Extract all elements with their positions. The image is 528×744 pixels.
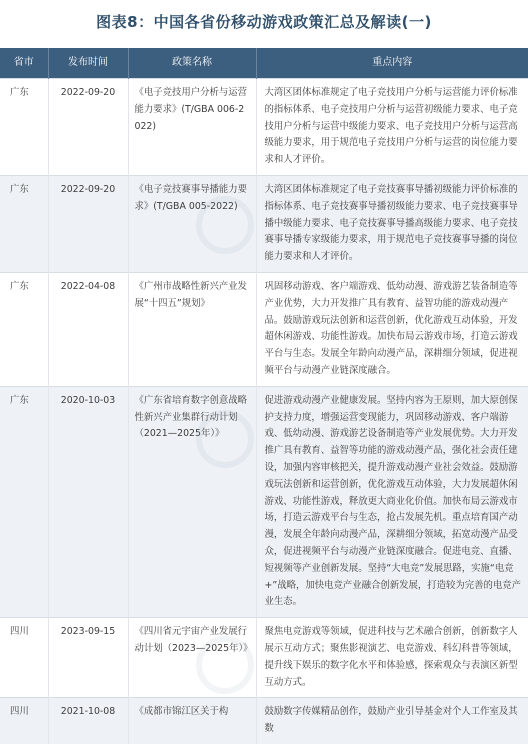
cell-date: 2023-09-15 xyxy=(48,618,128,698)
cell-province: 四川 xyxy=(0,618,48,698)
header-policy: 政策名称 xyxy=(128,48,256,79)
page-title: 图表8：中国各省份移动游戏政策汇总及解读(一) xyxy=(96,13,432,31)
cell-policy: 《广东省培育数字创意战略性新兴产业集群行动计划（2021—2025年）》 xyxy=(128,386,256,617)
cell-policy: 《成都市锦江区关于构 xyxy=(128,698,256,744)
table-row xyxy=(0,272,528,386)
table-row xyxy=(0,698,528,744)
cell-province: 广东 xyxy=(0,386,48,617)
cell-policy: 《电子竞技赛事导播能力要求》(T/GBA 005-2022) xyxy=(128,175,256,272)
cell-date: 2020-10-03 xyxy=(48,386,128,617)
cell-date: 2021-10-08 xyxy=(48,698,128,744)
table-row xyxy=(0,386,528,617)
table-row xyxy=(0,618,528,698)
cell-content: 鼓励数字传媒精品创作，鼓励产业引导基金对个人工作室及其数 xyxy=(256,698,528,744)
cell-content: 巩固移动游戏、客户端游戏、低幼动漫、游戏游艺装备制造等产业优势，大力开发推广具有教育、益智功能的游戏动漫产品。鼓励游戏玩法创新和运营创新，优化游戏互动体验，开发超休闲游戏、功能性游戏。加快布局云游戏市场，打造云游戏平台与生态。发展全年龄向动漫产品，深耕细分领域，促进视频平台与动漫产业链深度融合。 xyxy=(256,272,528,386)
cell-content: 促进游戏动漫产业健康发展。坚持内容为王原则，加大原创保护支持力度，增强运营变现能力，巩固移动游戏、客户端游戏、低幼动漫、游戏游艺设备制造等产业发展优势。大力开发推广具有教育、益智等功能的游戏动漫产品，强化社会责任建设，加强内容审核把关，提升游戏动漫产业社会效益。鼓励游戏玩法创新和运营创新，优化游戏互动体验，大力发展超休闲游戏、功能性游戏，释放更大商业化价值。加快布局云游戏市场，打造云游戏平台与生态，抢占发展先机。重点培育国产动漫，发展全年龄向动漫产品，深耕细分领域，拓宽动漫产品受众，促进视频平台与动漫产业链深度融合。促进电竞、直播、短视频等产业创新发展。坚持“大电竞”发展思路，实施“电竞+”战略，加快电竞产业融合创新发展，打造较为完善的电竞产业生态。 xyxy=(256,386,528,617)
cell-date: 2022-09-20 xyxy=(48,175,128,272)
cell-policy: 《四川省元宇宙产业发展行动计划（2023—2025年）》 xyxy=(128,618,256,698)
table-header xyxy=(0,48,528,79)
cell-policy: 《电子竞技用户分析与运营能力要求》(T/GBA 006-2022) xyxy=(128,79,256,176)
cell-province: 广东 xyxy=(0,175,48,272)
cell-province: 广东 xyxy=(0,272,48,386)
header-date: 发布时间 xyxy=(48,48,128,79)
table-row xyxy=(0,79,528,176)
cell-content: 大湾区团体标准规定了电子竞技赛事导播初级能力评价标准的指标体系、电子竞技赛事导播初级能力要求、电子竞技赛事导播中级能力要求、电子竞技赛事导播高级能力要求、电子竞技赛事导播专家级能力要求，用于规范电子竞技赛事导播的岗位能力要求和人才评价。 xyxy=(256,175,528,272)
cell-province: 广东 xyxy=(0,79,48,176)
policy-table xyxy=(0,48,528,744)
cell-policy: 《广州市战略性新兴产业发展“十四五”规划》 xyxy=(128,272,256,386)
header-content: 重点内容 xyxy=(256,48,528,79)
table-row xyxy=(0,175,528,272)
cell-content: 大湾区团体标准规定了电子竞技用户分析与运营能力评价标准的指标体系、电子竞技用户分析与运营初级能力要求、电子竞技用户分析与运营中级能力要求、电子竞技用户分析与运营高级能力要求，用于规范电子竞技用户分析与运营的岗位能力要求和人才评价。 xyxy=(256,79,528,176)
cell-date: 2022-04-08 xyxy=(48,272,128,386)
header-province: 省市 xyxy=(0,48,48,79)
cell-content: 聚焦电竞游戏等领域，促进科技与艺术融合创新，创新数字人展示互动方式；聚焦影视演艺、电竞游戏、科幻科普等领域，提升线下娱乐的数字化水平和体验感，探索观众与表演区新型互动方式。 xyxy=(256,618,528,698)
cell-date: 2022-09-20 xyxy=(48,79,128,176)
cell-province: 四川 xyxy=(0,698,48,744)
